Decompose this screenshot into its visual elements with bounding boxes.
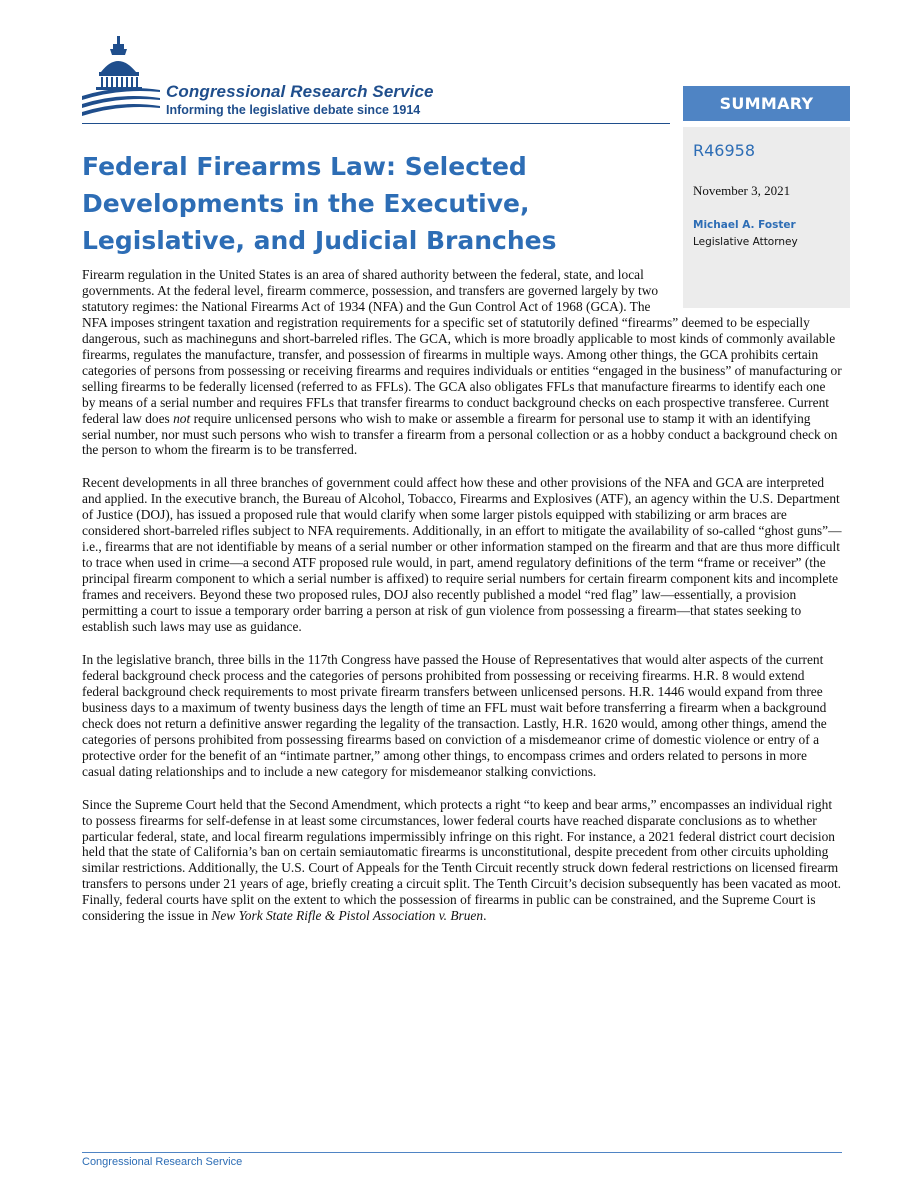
summary-heading: SUMMARY	[683, 86, 850, 121]
paragraph-2: Recent developments in all three branches of government could affect how these and other provisions of the NFA and GCA are interpreted and applied. In the executive branch, the Bureau of Alcohol, Tobacco, Firearms and Explosives (ATF), an agency within the U.S. Department of Justice (DOJ), has issued a proposed rule that would clarify when some larger pistols equipped with stabilizing or arm braces are considered short-barreled rifles subject to NFA requirements. Additionally, in an effort to mitigate the availability of so-called “ghost guns”—i.e., firearms that are not identifiable by means of a serial number or other information stamped on the firearm and that are thus more difficult to trace when used in crime—a second ATF proposed rule would, in part, amend regulatory definitions of the term “frame or receiver” (the principal firearm component to which a serial number is affixed) to require serial numbers for certain firearm component kits and incomplete frames and receivers. Beyond these two proposed rules, DOJ also recently published a model “red flag” law—essentially, a provision permitting a court to issue a temporary order barring a person at risk of gun violence from possessing a firearm—that states seeking to establish such laws may use as guidance.	[82, 475, 842, 635]
page-title: Federal Firearms Law: Selected Developments in the Executive, Legislative, and Judicial Branches	[82, 152, 557, 255]
capitol-dome-icon	[82, 34, 162, 124]
paragraph-1-text-b: require unlicensed persons who wish to make or assemble a firearm for personal use to stamp it with an identifying serial number, nor must such persons who wish to transfer a firearm from a personal collection or as a hobby conduct a background check on the person to whom the firearm is to be transferred.	[82, 410, 838, 458]
footer-text: Congressional Research Service	[82, 1156, 243, 1168]
report-date: November 3, 2021	[693, 183, 791, 198]
summary-body	[82, 267, 842, 941]
sidebar-wrap-space	[670, 267, 842, 309]
crs-logo	[82, 34, 482, 124]
org-tagline: Informing the legislative debate since 1914	[166, 103, 421, 117]
paragraph-4-end: .	[483, 908, 487, 924]
case-name: New York State Rifle & Pistol Association v. Bruen	[211, 908, 484, 924]
author-title: Legislative Attorney	[693, 236, 798, 248]
org-name: Congressional Research Service	[166, 82, 434, 101]
paragraph-3: In the legislative branch, three bills in the 117th Congress have passed the House of Representatives that would alter aspects of the current federal background check process and the categories of persons prohibited from possessing or receiving firearms. H.R. 8 would extend federal background check requirements to most private firearm transfers between unlicensed persons. H.R. 1446 would expand from three business days to a maximum of twenty business days the length of time an FFL must wait before transferring a firearm when a background check does not return a definitive answer regarding the legality of the transaction. Lastly, H.R. 1620 would, among other things, amend the categories of persons prohibited from possessing firearms based on conviction of a misdemeanor crime of domestic violence or entry of a protective order for the benefit of an “intimate partner,” among other things, to encompass crimes and orders related to persons in more casual dating relationships and to include a new category for misdemeanor stalking convictions.	[82, 651, 827, 779]
paragraph-1-text-a: Firearm regulation in the United States is an area of shared authority between the federal, state, and local governments. At the federal level, firearm commerce, possession, and transfers are governed largely by two statutory regimes: the National Firearms Act of 1934 (NFA) and the Gun Control Act of 1968 (GCA). The NFA imposes stringent taxation and registration requirements for a specific set of statutorily defined “firearms” deemed to be especially dangerous, such as machineguns and short-barreled rifles. The GCA, which is more broadly applicable to most kinds of commonly available firearms, regulates the manufacture, transfer, and possession of firearms in multiple ways. Among other things, the GCA prohibits certain categories of persons from possessing or receiving firearms and requires individuals or entities “engaged in the business” of manufacturing or selling firearms to be federally licensed (referred to as FFLs). The GCA also obligates FFLs that manufacture firearms to identify each one by means of a serial number and requires FFLs that transfer firearms to conduct background checks on each prospective transferee. Current federal law does	[82, 267, 842, 426]
paragraph-1	[82, 267, 842, 458]
paragraph-4	[82, 797, 842, 925]
footer-divider	[82, 1152, 842, 1153]
paragraph-1-emphasis: not	[173, 410, 191, 426]
author-name: Michael A. Foster	[693, 219, 796, 231]
header-divider	[82, 123, 670, 124]
report-number: R46958	[693, 141, 756, 160]
paragraph-4-text: Since the Supreme Court held that the Second Amendment, which protects a right “to keep and bear arms,” encompasses an individual right to possess firearms for self-defense in at least some circumstances, lower federal courts have reached disparate conclusions as to whether particular federal, state, and local firearm regulations impermissibly infringe on this right. For instance, a 2021 federal district court decision held that the state of California’s ban on certain semiautomatic firearms is unconstitutional, despite precedent from other circuits upholding similar restrictions. Additionally, the U.S. Court of Appeals for the Tenth Circuit recently struck down federal restrictions on licensed firearm transfers to persons under 21 years of age, briefly creating a circuit split. The Tenth Circuit’s decision subsequently has been vacated as moot. Finally, federal courts have split on the extent to which the possession of firearms in public can be constrained, and the Supreme Court is considering the issue in	[82, 796, 842, 924]
